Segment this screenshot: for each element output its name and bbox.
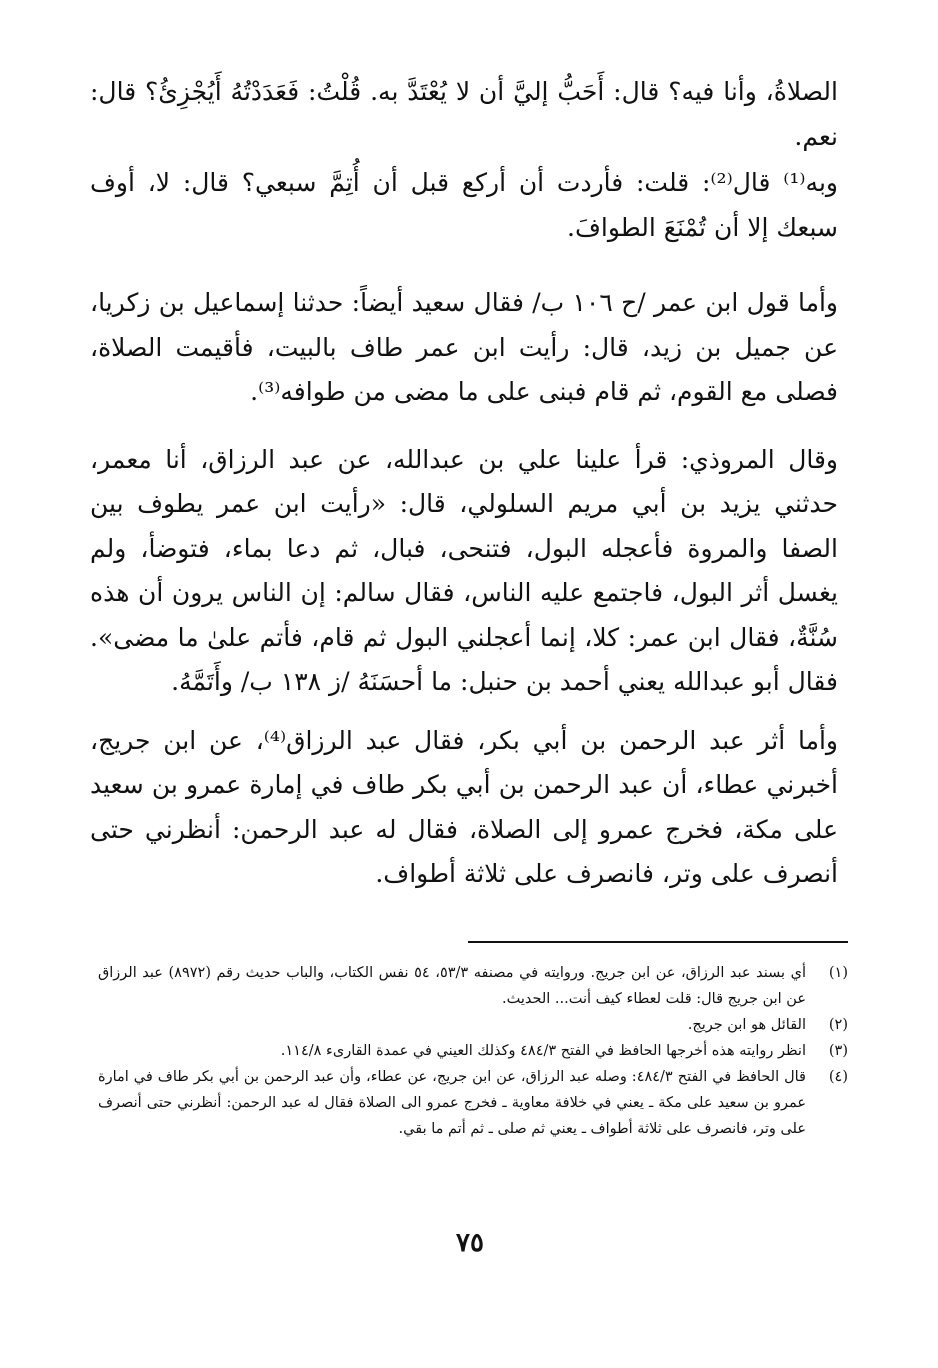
paragraph-5: وأما أثر عبد الرحمن بن أبي بكر، فقال عبد الرزاق⁽⁴⁾، عن ابن جريج، أخبرني عطاء، أن عبد الرحمن بن أبي بكر طاف في إمارة عمرو بن سعيد على مكة، فخرج عمرو إلى الصلاة، فقال له عبد الرحمن: أنظرني حتى أنصرف على وتر، فانصرف على ثلاثة أطواف. — [90, 725, 838, 888]
footnote-3 — [98, 1038, 848, 1064]
footnote-separator — [468, 941, 848, 943]
paragraph-2: وبه⁽¹⁾ قال⁽²⁾: قلت: فأردت أن أركع قبل أن أُتِمَّ سبعي؟ قال: لا، أوف سبعك إلا أن تُمْنَعَ الطوافَ. — [90, 168, 838, 242]
footnotes — [98, 960, 848, 1142]
footnote-4 — [98, 1064, 848, 1142]
footnote-number: (١) — [828, 965, 848, 981]
page-number: ٧٥ — [456, 1228, 484, 1258]
paragraph-3: وأما قول ابن عمر /ح ١٠٦ ب/ فقال سعيد أيضاً: حدثنا إسماعيل بن زكريا، عن جميل بن زيد، قال: رأيت ابن عمر طاف بالبيت، فأقيمت الصلاة، فصلى مع القوم، ثم قام فبنى على ما مضى من طوافه⁽³⁾. — [90, 288, 838, 406]
footnote-number: (٢) — [828, 1017, 848, 1033]
footnote-number: (٤) — [828, 1069, 848, 1085]
footnote-text: قال الحافظ في الفتح ٤٨٤/٣: وصله عبد الرزاق، عن ابن جريج، عن عطاء، وأن عبد الرحمن بن أبي بكر طاف في امارة عمرو بن سعيد على مكة ـ يعني في خلافة معاوية ـ فخرج عمرو الى الصلاة فقال له عبد الرحمن: أنظرني حتى أنصرف على وتر، فانصرف على ثلاثة أطواف ـ يعني ثم صلى ـ ثم أتم ما بقي. — [98, 1069, 806, 1137]
paragraph-4: وقال المروذي: قرأ علينا علي بن عبدالله، عن عبد الرزاق، أنا معمر، حدثني يزيد بن أبي مريم السلولي، قال: «رأيت ابن عمر يطوف بين الصفا والمروة فأعجله البول، فتنحى، فبال، ثم دعا بماء، فتوضأ، ولم يغسل أثر البول، فاجتمع عليه الناس، فقال سالم: إن الناس يرون أن هذه سُنَّةٌ، فقال ابن عمر: كلا، إنما أعجلني البول ثم قام، فأتم علىٰ ما مضى». فقال أبو عبدالله يعني أحمد بن حنبل: ما أحسَنَهُ /ز ١٣٨ ب/ وأَتَمَّهُ. — [90, 444, 838, 696]
footnote-number: (٣) — [828, 1043, 848, 1059]
footnote-2 — [98, 1012, 848, 1038]
paragraph-1: الصلاةُ، وأنا فيه؟ قال: أَحَبُّ إليَّ أن لا يُعْتَدَّ به. قُلْتُ: فَعَدَدْتُهُ أَيُجْزِئُ؟ قال: نعم. — [90, 77, 838, 151]
footnote-text: أي بسند عبد الرزاق، عن ابن جريج. وروايته في مصنفه ٥٣/٣، ٥٤ نفس الكتاب، والباب حديث رقم (٨٩٧٢) عبد الرزاق عن ابن جريج قال: قلت لعطاء كيف أنت... الحديث. — [98, 965, 807, 1007]
footnote-text: انظر روايته هذه أخرجها الحافظ في الفتح ٤٨٤/٣ وكذلك العيني في عمدة القارىء ١١٤/٨. — [280, 1043, 806, 1059]
footnote-1 — [98, 960, 848, 1012]
main-text — [90, 70, 838, 897]
footnote-text: القائل هو ابن جريج. — [687, 1017, 806, 1033]
